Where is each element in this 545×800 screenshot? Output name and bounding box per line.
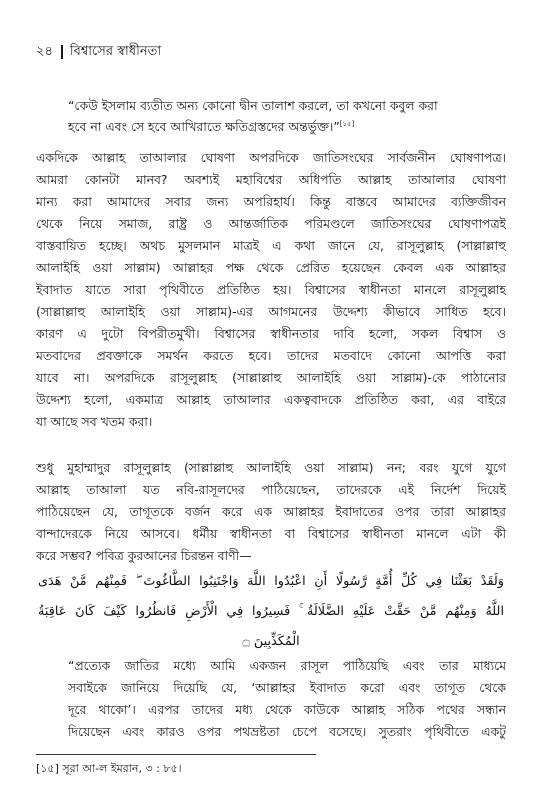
paragraph-line: উদ্দেশ্য হলো, একমাত্র আল্লাহ তাআলার একত্ববাদকে প্রতিষ্ঠিত করা, এর বাইরে	[36, 392, 506, 407]
quote2-line: দূরে থাকো’। এরপর তাদের মধ্য থেকে কাউকে আল্লাহ সঠিক পথের সন্ধান	[68, 702, 506, 717]
running-header	[36, 44, 161, 60]
quote2-line: “প্রত্যেক জাতির মধ্যে আমি একজন রাসূল পাঠিয়েছি এবং তার মাধ্যমে	[68, 658, 506, 673]
running-title: বিশ্বাসের স্বাধীনতা	[69, 44, 162, 59]
paragraph-line: আমরা কোনটা মানব? অবশ্যই মহাবিশ্বের অধিপতি আল্লাহ তাআলার ঘোষণা	[36, 172, 506, 187]
footnote-ref: [১৫]	[339, 119, 355, 128]
header-separator	[61, 45, 63, 59]
paragraph-line: করে সম্ভব? পবিত্র কুরআনের চিরন্তন বাণী—	[36, 548, 252, 563]
paragraph-line: আল্লাহ তাআলা যত নবি-রাসূলদের পাঠিয়েছেন, তাদেরকে এই নির্দেশ দিয়েই	[36, 482, 506, 497]
paragraph-line: মান্য করা আমাদের সবার জন্য অপরিহার্য। কিন্তু বাস্তবে আমাদের ব্যক্তিজীবন	[36, 194, 506, 209]
paragraph-line: পাঠিয়েছেন যে, তাগূতকে বর্জন করে এক আল্লাহর ইবাদাতের ওপর তারা আল্লাহর	[36, 504, 506, 519]
quote2-line: সবাইকে জানিয়ে দিয়েছি যে, ‘আল্লাহর ইবাদাত করো এবং তাগূত থেকে	[68, 680, 506, 695]
paragraph-line: বাস্তবায়িত হচ্ছে। অথচ মুসলমান মাত্রই এ কথা জানে যে, রাসূলুল্লাহ (সাল্লাল্লাহু	[36, 238, 506, 253]
arabic-line: الْمُكَذِّبِينَ ۝	[242, 634, 300, 649]
quran-verse-arabic	[38, 567, 504, 657]
block-quote-1	[68, 95, 488, 137]
paragraph-line: শুধু মুহাম্মাদুর রাসূলুল্লাহ (সাল্লাল্লাহু আলাইহি ওয়া সাল্লাম) নন; বরং যুগে যুগে	[36, 460, 506, 475]
block-quote-2	[68, 655, 506, 743]
page-number: ২৪	[36, 44, 53, 59]
paragraph-line: থেকে নিয়ে সমাজ, রাষ্ট্র ও আন্তর্জাতিক পরিমণ্ডলে জাতিসংঘের ঘোষণাপত্রই	[36, 216, 506, 231]
quote2-line: দিয়েছেন এবং কারও ওপর পথভ্রষ্টতা চেপে বসেছে। সুতরাং পৃথিবীতে একটু	[68, 724, 506, 739]
paragraph-line: যা আছে সব খতম করা।	[36, 414, 153, 429]
quote1-line-text: হবে না এবং সে হবে আখিরাতে ক্ষতিগ্রস্তদের অন্তর্ভুক্ত।”	[68, 119, 340, 134]
paragraph-line: বান্দাদেরকে নিয়ে আসবে। ধর্মীয় স্বাধীনতা বা বিশ্বাসের স্বাধীনতা মানলে এটা কী	[36, 526, 506, 541]
paragraph-line: আলাইহি ওয়া সাল্লাম) আল্লাহর পক্ষ থেকে প্রেরিত হয়েছেন কেবল এক আল্লাহর	[36, 260, 506, 275]
footnote: [১৫] সূরা আ-ল ইমরান, ৩ : ৮৫।	[36, 762, 182, 775]
paragraph-line: একদিকে আল্লাহ তাআলার ঘোষণা অপরদিকে জাতিসংঘের সার্বজনীন ঘোষণাপত্র।	[36, 150, 506, 165]
quote1-line: “কেউ ইসলাম ব্যতীত অন্য কোনো দ্বীন তালাশ করলে, তা কখনো কবুল করা	[68, 98, 438, 113]
arabic-line: وَلَقَدْ بَعَثْنَا فِي كُلِّ أُمَّةٍ رَّسُولًا أَنِ اعْبُدُوا اللَّهَ وَاجْتَنِبُوا الطَّاغُوتَ ۖ فَمِنْهُم مَّنْ هَدَى	[38, 574, 504, 589]
arabic-line: اللَّهُ وَمِنْهُم مَّنْ حَقَّتْ عَلَيْهِ الضَّلَالَةُ ۚ فَسِيرُوا فِي الْأَرْضِ فَانظُرُوا كَيْفَ كَانَ عَاقِبَةُ	[38, 604, 504, 619]
quote1-line	[68, 116, 488, 137]
paragraph-line: মতবাদের প্রবক্তাকে সমর্থন করতে হবে। তাদের মতবাদে কোনো আপত্তি করা	[36, 348, 506, 363]
footnote-divider	[36, 754, 316, 755]
paragraph-line: কারণ এ দুটো বিপরীতমুখী। বিশ্বাসের স্বাধীনতার দাবি হলো, সকল বিশ্বাস ও	[36, 326, 506, 341]
paragraph-1	[36, 147, 506, 433]
paragraph-line: যাবে না। অপরদিকে রাসূলুল্লাহ (সাল্লাল্লাহু আলাইহি ওয়া সাল্লাম)-কে পাঠানোর	[36, 370, 506, 385]
paragraph-line: ইবাদাত যাতে সারা পৃথিবীতে প্রতিষ্ঠিত হয়। বিশ্বাসের স্বাধীনতা মানলে রাসূলুল্লাহ	[36, 282, 506, 297]
paragraph-2	[36, 457, 506, 567]
paragraph-line: (সাল্লাল্লাহু আলাইহি ওয়া সাল্লাম)-এর আগমনের উদ্দেশ্য কীভাবে সাধিত হবে।	[36, 304, 506, 319]
